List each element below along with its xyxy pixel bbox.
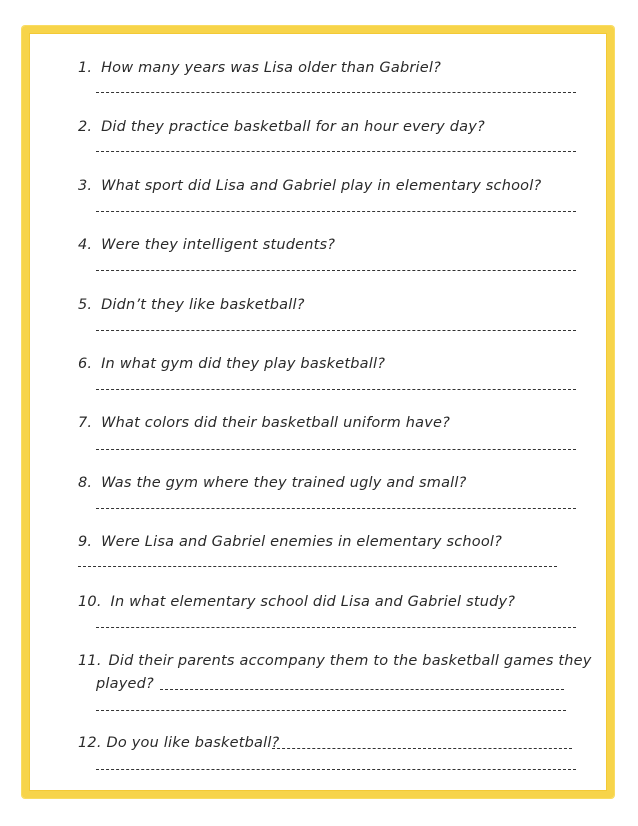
question-7 <box>78 415 450 431</box>
question-number: 10. <box>78 594 102 610</box>
question-6 <box>78 356 385 372</box>
question-11-continued <box>96 676 154 692</box>
question-12 <box>78 735 279 751</box>
question-text: played? <box>96 676 154 692</box>
question-3 <box>78 178 541 194</box>
question-1 <box>78 60 441 76</box>
question-number: 7. <box>78 415 93 431</box>
question-number: 9. <box>78 534 93 550</box>
question-number: 4. <box>78 237 93 253</box>
question-number: 6. <box>78 356 93 372</box>
question-number: 8. <box>78 475 93 491</box>
question-text: Were they intelligent students? <box>101 237 336 253</box>
answer-line-5[interactable] <box>96 330 576 331</box>
question-text: In what gym did they play basketball? <box>101 356 386 372</box>
question-9 <box>78 534 502 550</box>
answer-line-10[interactable] <box>96 627 576 628</box>
question-text: Did their parents accompany them to the basketball games they <box>108 653 592 669</box>
question-10 <box>78 594 515 610</box>
question-number: 2. <box>78 119 93 135</box>
question-number: 1. <box>78 60 93 76</box>
question-text: Do you like basketball? <box>106 735 280 751</box>
question-number: 5. <box>78 297 93 313</box>
question-text: In what elementary school did Lisa and Gabriel study? <box>110 594 516 610</box>
answer-line-9[interactable] <box>78 566 557 567</box>
answer-line-11a[interactable] <box>160 689 564 690</box>
question-number: 3. <box>78 178 93 194</box>
answer-line-3[interactable] <box>96 211 576 212</box>
question-text: How many years was Lisa older than Gabriel? <box>101 60 441 76</box>
question-text: What sport did Lisa and Gabriel play in elementary school? <box>101 178 542 194</box>
question-number: 12. <box>78 735 102 751</box>
answer-line-6[interactable] <box>96 389 576 390</box>
answer-line-11b[interactable] <box>96 710 566 711</box>
answer-line-8[interactable] <box>96 508 576 509</box>
question-11 <box>78 653 592 669</box>
question-text: Did they practice basketball for an hour every day? <box>101 119 485 135</box>
question-text: What colors did their basketball uniform have? <box>101 415 451 431</box>
question-text: Were Lisa and Gabriel enemies in elementary school? <box>101 534 503 550</box>
question-text: Was the gym where they trained ugly and small? <box>101 475 467 491</box>
answer-line-1[interactable] <box>96 92 576 93</box>
answer-line-7[interactable] <box>96 449 576 450</box>
question-4 <box>78 237 335 253</box>
question-number: 11. <box>78 653 102 669</box>
question-8 <box>78 475 467 491</box>
answer-line-12b[interactable] <box>96 769 576 770</box>
question-text: Didn’t they like basketball? <box>101 297 305 313</box>
answer-line-12a[interactable] <box>272 748 572 749</box>
answer-line-4[interactable] <box>96 270 576 271</box>
question-5 <box>78 297 305 313</box>
question-2 <box>78 119 485 135</box>
answer-line-2[interactable] <box>96 151 576 152</box>
